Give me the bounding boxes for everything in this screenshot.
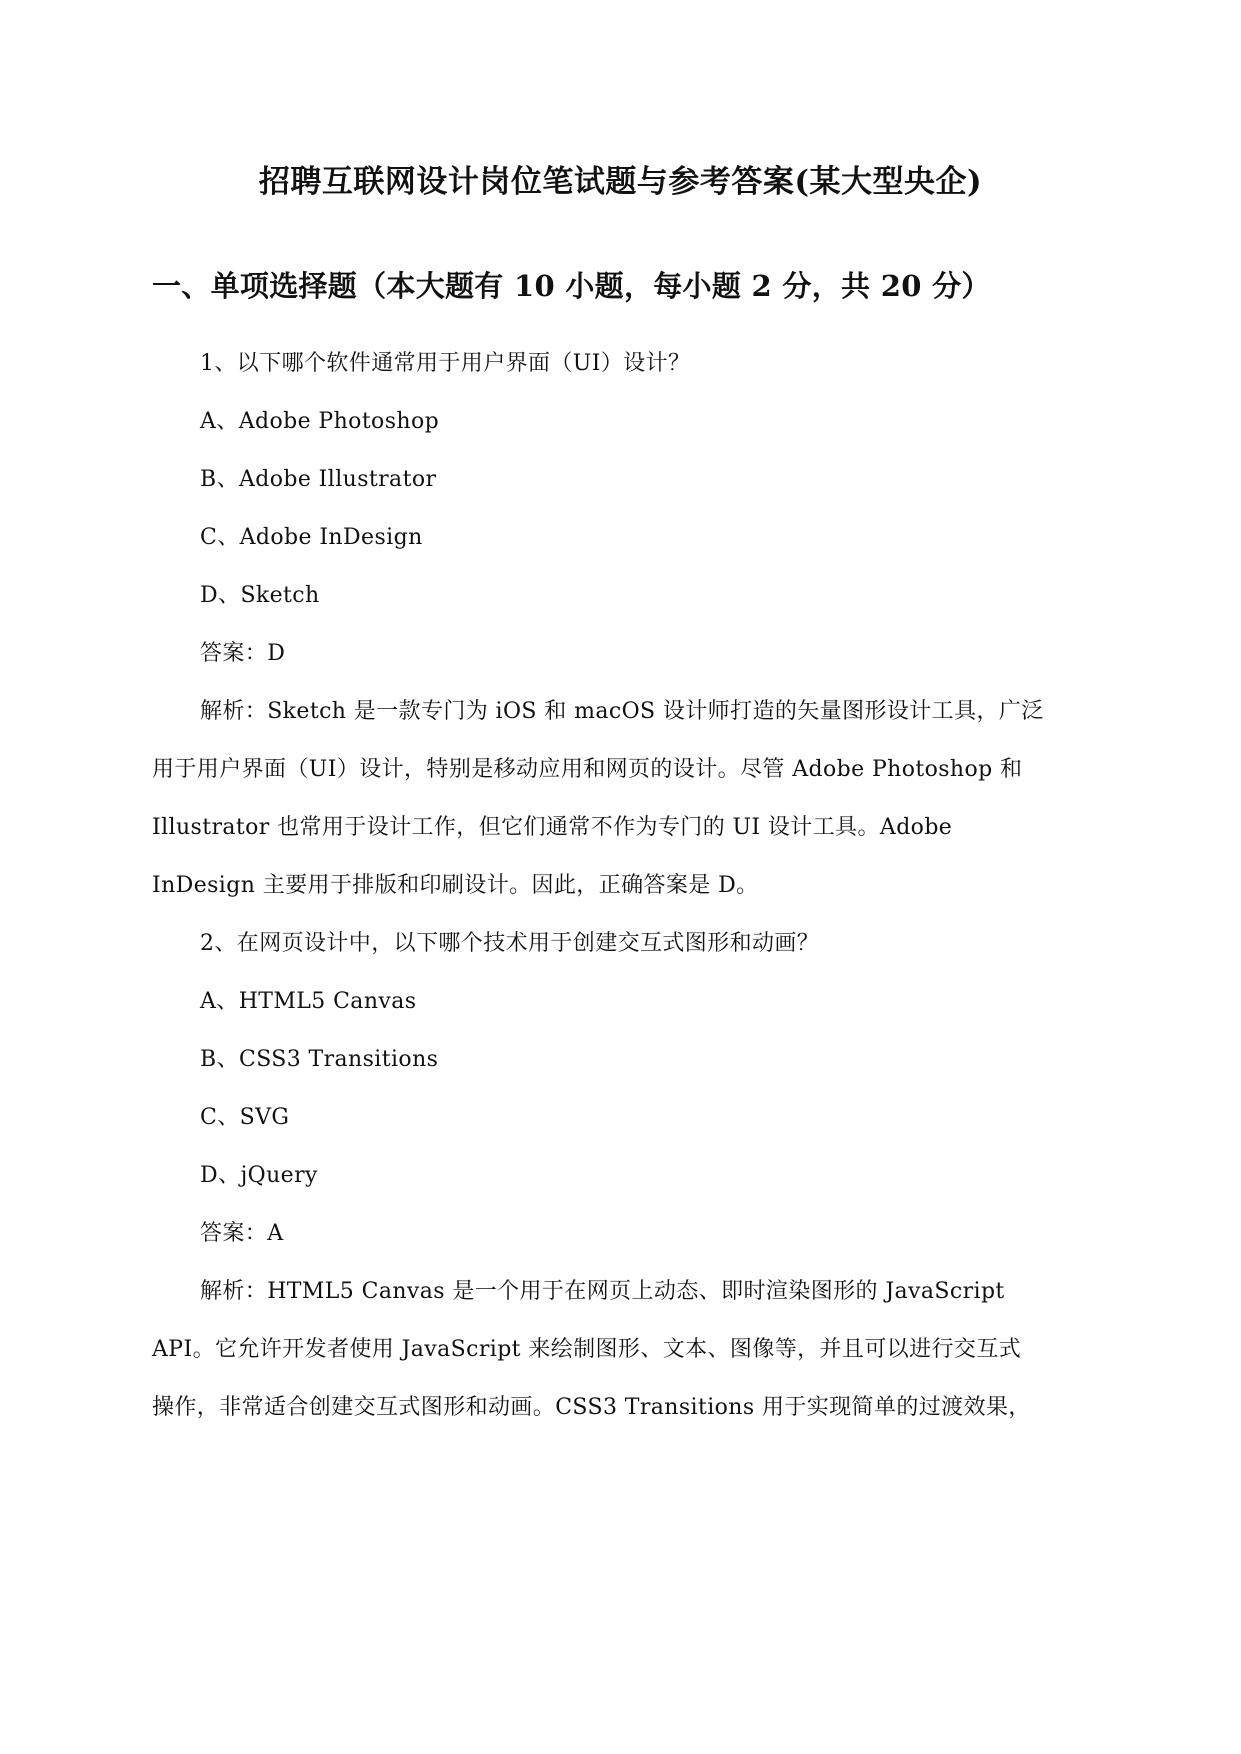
question-2-option-b: B、CSS3 Transitions <box>200 1047 439 1072</box>
question-2-option-c: C、SVG <box>200 1105 290 1130</box>
question-2-text: 2、在网页设计中，以下哪个技术用于创建交互式图形和动画？ <box>200 931 820 956</box>
section-heading: 一、单项选择题（本大题有 10 小题，每小题 2 分，共 20 分） <box>152 269 991 303</box>
question-2-analysis-line: API。它允许开发者使用 JavaScript 来绘制图形、文本、图像等，并且可以进行交互式 <box>152 1337 1022 1362</box>
question-1-option-d: D、Sketch <box>200 583 320 608</box>
question-1-text: 1、以下哪个软件通常用于用户界面（UI）设计？ <box>200 351 691 376</box>
question-1-option-a: A、Adobe Photoshop <box>200 409 440 434</box>
question-1-option-c: C、Adobe InDesign <box>200 525 423 550</box>
question-2-option-d: D、jQuery <box>200 1163 318 1188</box>
question-1-option-b: B、Adobe Illustrator <box>200 467 437 492</box>
document-title: 招聘互联网设计岗位笔试题与参考答案(某大型央企) <box>258 164 983 200</box>
question-2-analysis-line: 解析：HTML5 Canvas 是一个用于在网页上动态、即时渲染图形的 JavaScript <box>200 1279 1005 1304</box>
question-2-answer: 答案：A <box>200 1221 284 1246</box>
question-1-analysis-line: 用于用户界面（UI）设计，特别是移动应用和网页的设计。尽管 Adobe Photoshop 和 <box>152 757 1023 782</box>
question-1-analysis-line: 解析：Sketch 是一款专门为 iOS 和 macOS 设计师打造的矢量图形设计工具，广泛 <box>200 699 1044 724</box>
question-1-analysis-line: Illustrator 也常用于设计工作，但它们通常不作为专门的 UI 设计工具。Adobe <box>152 815 953 840</box>
question-1-answer: 答案：D <box>200 641 286 666</box>
question-1-analysis-line: InDesign 主要用于排版和印刷设计。因此，正确答案是 D。 <box>152 873 759 898</box>
question-2-option-a: A、HTML5 Canvas <box>200 989 417 1014</box>
question-2-analysis-line: 操作，非常适合创建交互式图形和动画。CSS3 Transitions 用于实现简单的过渡效果， <box>152 1395 1031 1420</box>
